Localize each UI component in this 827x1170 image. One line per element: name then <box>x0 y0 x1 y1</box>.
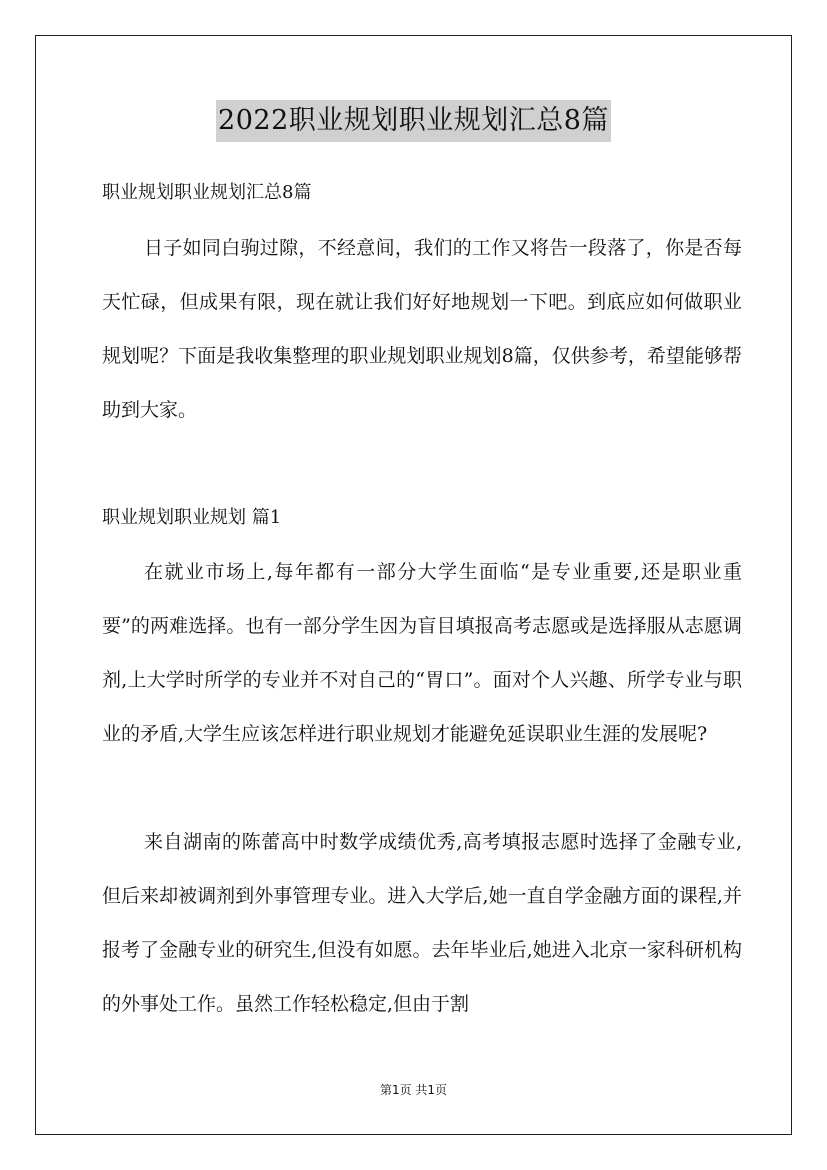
body-paragraph-1: 在就业市场上,每年都有一部分大学生面临“是专业重要,还是职业重要”的两难选择。也有一部分学生因为盲目填报高考志愿或是选择服从志愿调剂,上大学时所学的专业并不对自己的“胃口”。面对个人兴趣、所学专业与职业的矛盾,大学生应该怎样进行职业规划才能避免延误职业生涯的发展呢? <box>102 561 742 745</box>
body-paragraph-2: 来自湖南的陈蕾高中时数学成绩优秀,高考填报志愿时选择了金融专业,但后来却被调剂到外事管理专业。进入大学后,她一直自学金融方面的课程,并报考了金融专业的研究生,但没有如愿。去年毕业后,她进入北京一家科研机构的外事处工作。虽然工作轻松稳定,但由于割 <box>102 831 742 1015</box>
document-title: 2022职业规划职业规划汇总8篇 <box>216 100 611 142</box>
intro-paragraph: 日子如同白驹过隙，不经意间，我们的工作又将告一段落了，你是否每天忙碌，但成果有限，现在就让我们好好地规划一下吧。到底应如何做职业规划呢？下面是我收集整理的职业规划职业规划8篇，仅供参考，希望能够帮助到大家。 <box>102 237 742 421</box>
title-container <box>0 100 827 142</box>
section-heading: 职业规划职业规划 篇1 <box>102 507 282 528</box>
page-footer: 第1页 共1页 <box>379 1083 448 1097</box>
document-subtitle: 职业规划职业规划汇总8篇 <box>102 182 312 203</box>
